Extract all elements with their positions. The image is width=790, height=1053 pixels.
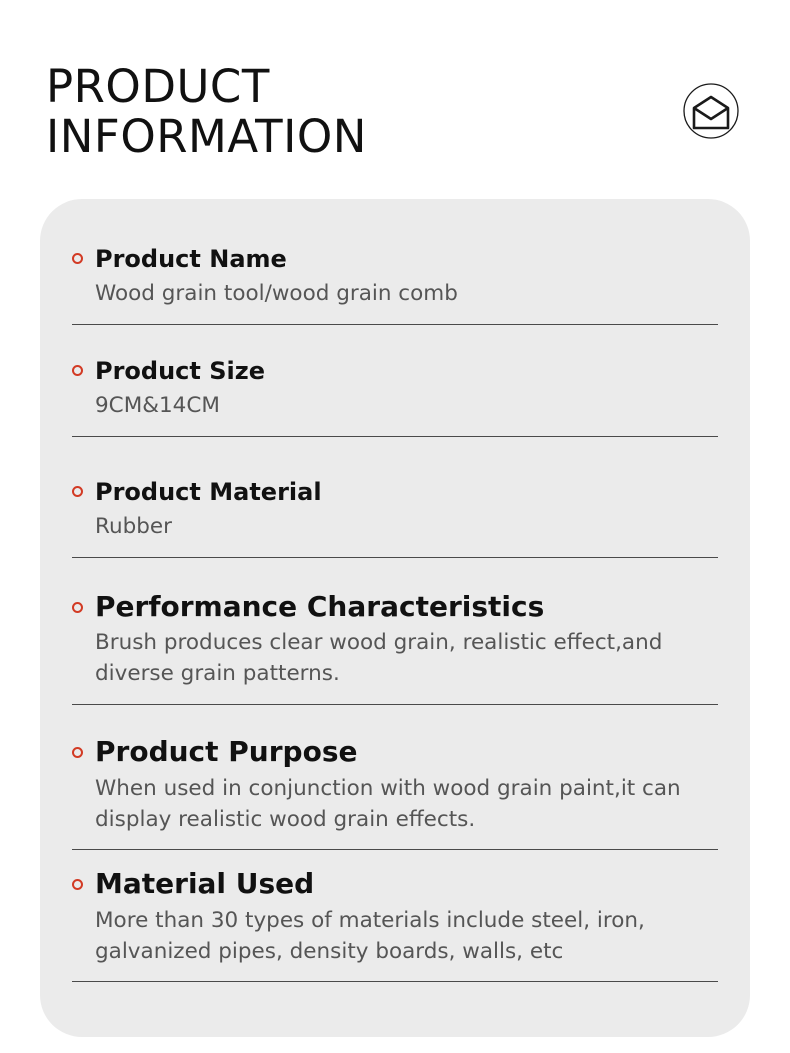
divider — [72, 436, 718, 437]
item-value: 9CM&14CM — [95, 393, 220, 418]
bullet-icon — [72, 365, 83, 376]
item-label: Product Purpose — [95, 735, 358, 768]
page-title — [46, 62, 566, 162]
product-info-card — [40, 199, 750, 1037]
bullet-icon — [72, 879, 83, 890]
item-value: Rubber — [95, 514, 172, 539]
item-label: Performance Characteristics — [95, 590, 545, 623]
divider — [72, 704, 718, 705]
mail-open-icon — [683, 83, 739, 139]
item-value: Brush produces clear wood grain, realistic effect,and diverse grain patterns. — [95, 630, 663, 686]
divider — [72, 981, 718, 982]
item-value: When used in conjunction with wood grain paint,it can display realistic wood grain effects. — [95, 776, 681, 832]
item-value: More than 30 types of materials include steel, iron, galvanized pipes, density boards, walls, etc — [95, 908, 645, 964]
bullet-icon — [72, 602, 83, 613]
page-title-line-1: PRODUCT — [46, 60, 270, 113]
item-value: Wood grain tool/wood grain comb — [95, 281, 458, 306]
item-label: Product Material — [95, 478, 322, 506]
divider — [72, 557, 718, 558]
divider — [72, 849, 718, 850]
divider — [72, 324, 718, 325]
item-label: Product Name — [95, 245, 287, 273]
page-title-line-2: INFORMATION — [46, 110, 367, 163]
bullet-icon — [72, 747, 83, 758]
item-label: Product Size — [95, 357, 265, 385]
bullet-icon — [72, 486, 83, 497]
item-label: Material Used — [95, 867, 315, 900]
bullet-icon — [72, 253, 83, 264]
